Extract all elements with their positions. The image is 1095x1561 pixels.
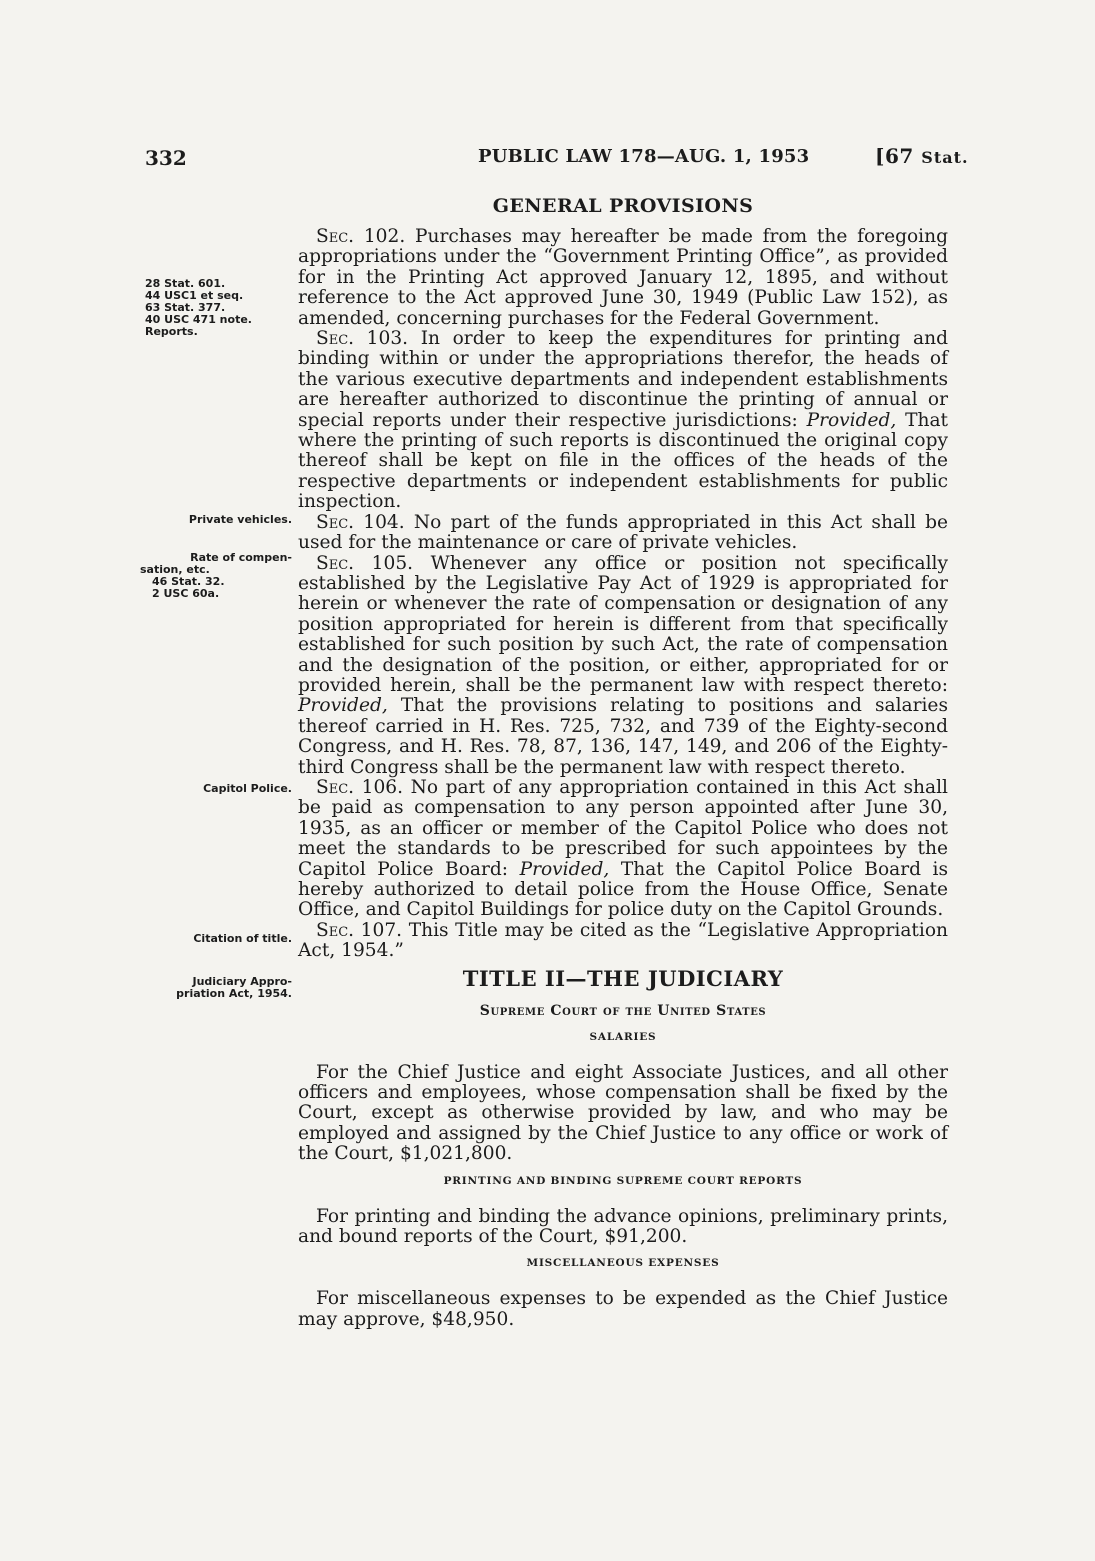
margin-ref: Reports.: [145, 325, 198, 338]
misc-expenses-paragraph: For miscellaneous expenses to be expended as the Chief Justice may approve, $48,950.: [298, 1288, 948, 1330]
margin-ref: sation, etc.: [140, 563, 210, 576]
margin-ref: Rate of compen-: [190, 551, 292, 564]
page-number: 332: [145, 146, 187, 170]
section-text: That the Capitol Police Board is hereby authorized to detail police from the House Office, Senate Office, and Capitol Buildings for police duty on the Capitol Grounds.: [298, 858, 949, 921]
statute-prefix: [67: [875, 144, 914, 168]
margin-note-citation: Citation of title.: [193, 932, 292, 945]
provided-term: Provided,: [806, 409, 897, 431]
margin-ref: 2 USC 60a.: [152, 587, 220, 600]
margin-ref: 63 Stat. 377.: [145, 301, 226, 314]
margin-ref: 28 Stat. 601.: [145, 277, 226, 290]
running-title: PUBLIC LAW 178—AUG. 1, 1953: [478, 146, 810, 167]
statute-reference: [875, 144, 969, 168]
margin-note-private-vehicles: Private vehicles.: [188, 513, 292, 526]
margin-ref: 44 USC1 et seq.: [145, 289, 244, 302]
salaries-paragraph: For the Chief Justice and eight Associate Justices, and all other officers and employees, whose compensation shall be fixed by the Court, except as otherwise provided by law, and who may be employed and assigned by the Chief Justice to any office or work of the Court, $1,021,800.: [298, 1061, 948, 1165]
general-provisions-heading: GENERAL PROVISIONS: [492, 195, 754, 217]
section-102: [298, 227, 948, 329]
printing-heading: PRINTING AND BINDING SUPREME COURT REPORTS: [443, 1174, 803, 1187]
section-label: Sec. 107.: [316, 919, 403, 941]
section-107: [298, 921, 948, 962]
margin-ref: priation Act, 1954.: [176, 987, 292, 1000]
section-text: In order to keep the expenditures for printing and binding within or under the appropriations therefor, the heads of the various executive departments and independent establishments are hereafter authorized to discontinue the printing of annual or special reports under their respective jurisdictions:: [298, 328, 948, 431]
salaries-heading: SALARIES: [589, 1030, 657, 1043]
section-103: [298, 329, 948, 513]
section-label: Sec. 105.: [316, 552, 414, 574]
section-text: No part of any appropriation contained in this Act shall be paid as compensation to any person appointed after June 30, 1935, as an officer or member of the Capitol Police who does not meet the standards to be prescribed for such appointees by the Capitol Police Board:: [298, 776, 948, 880]
misc-expenses-heading: MISCELLANEOUS EXPENSES: [526, 1257, 720, 1270]
margin-note-rate-comp: [138, 552, 292, 600]
body-text: [298, 195, 948, 1330]
section-label: Sec. 103.: [316, 328, 409, 350]
statute-suffix: Stat.: [921, 148, 969, 167]
margin-ref: Judiciary Appro-: [192, 975, 292, 988]
margin-ref: 40 USC 471 note.: [145, 313, 252, 326]
margin-note-capitol-police: Capitol Police.: [203, 782, 292, 795]
page-header: [0, 146, 1095, 176]
section-text: No part of the funds appropriated in this Act shall be used for the maintenance or care of private vehicles.: [298, 511, 948, 554]
margin-note-judiciary: [138, 976, 292, 1000]
section-105: [298, 554, 948, 778]
section-label: Sec. 106.: [316, 776, 404, 798]
section-text: This Title may be cited as the “Legislative Appropriation Act, 1954.”: [298, 919, 948, 962]
section-text: That where the printing of such reports is discontinued the original copy thereof shall be kept on file in the offices of the heads of the respective departments or independent establishments for public inspection.: [298, 409, 948, 513]
section-text: Purchases may hereafter be made from the foregoing appropriations under the “Government Printing Office”, as provided for in the Printing Act approved January 12, 1895, and without reference to the Act approved June 30, 1949 (Public Law 152), as amended, concerning purchases for the Federal Government.: [298, 226, 948, 329]
section-text: Whenever any office or position not specifically established by the Legislative Pay Act of 1929 is appropriated for herein or whenever the rate of compensation or designation of any position appropriated for herein is different from that specifically established for such position by such Act, the rate of compensation and the designation of the position, or either, appropriated for or provided herein, shall be the permanent law with respect thereto:: [298, 552, 948, 696]
margin-ref: 46 Stat. 32.: [152, 575, 225, 588]
section-104: [298, 513, 948, 554]
supreme-court-heading: Supreme Court of the United States: [479, 1002, 767, 1019]
provided-term: Provided,: [519, 858, 610, 880]
section-106: [298, 778, 948, 921]
section-text: That the provisions relating to positions and salaries thereof carried in H. Res. 725, 732, and 739 of the Eighty-second Congress, and H. Res. 78, 87, 136, 147, 149, and 206 of the Eighty-third Congress shall be the permanent law with respect thereto.: [298, 695, 948, 778]
provided-term: Provided,: [298, 695, 388, 717]
section-label: Sec. 102.: [316, 226, 406, 247]
title-ii-heading: TITLE II—THE JUDICIARY: [462, 965, 784, 991]
margin-note-sec102: [145, 278, 299, 338]
printing-paragraph: For printing and binding the advance opinions, preliminary prints, and bound reports of the Court, $91,200.: [298, 1205, 948, 1248]
section-label: Sec. 104.: [316, 511, 405, 533]
